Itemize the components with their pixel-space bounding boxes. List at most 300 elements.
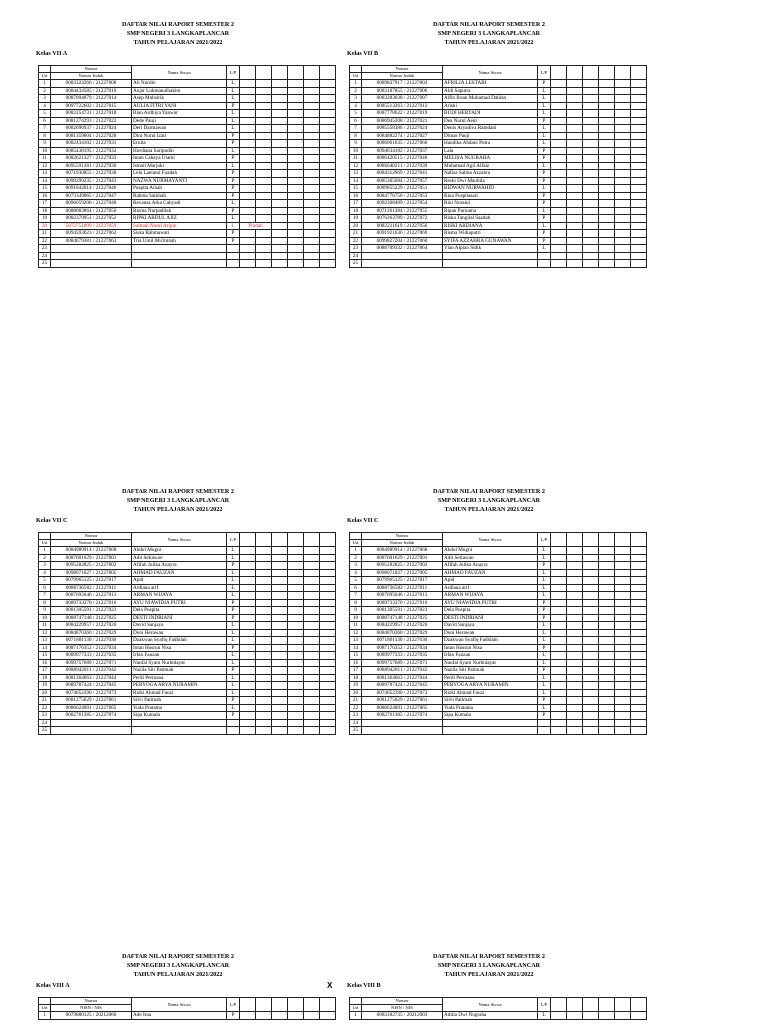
- row-number: 1: [39, 1012, 51, 1020]
- student-gender: L: [227, 95, 240, 103]
- grade-cell: [288, 644, 304, 652]
- grade-cell: [256, 215, 272, 223]
- sheet-year: TAHUN PELAJARAN 2021/2022: [444, 39, 534, 46]
- row-number: 4: [350, 569, 362, 577]
- table-row: [350, 682, 647, 690]
- student-name: Dede Pauji: [132, 117, 227, 125]
- student-id: 0085305084 / 21227057: [362, 177, 443, 185]
- grade-cell: [272, 87, 288, 95]
- grade-cell: [551, 260, 567, 268]
- grade-column: [567, 533, 583, 547]
- grade-cell: [256, 110, 272, 118]
- grade-cell: [256, 80, 272, 88]
- nomor-header: Nomor: [51, 66, 132, 73]
- grade-cell: [567, 674, 583, 682]
- grade-cell: [320, 170, 336, 178]
- grade-cell: [567, 592, 583, 600]
- grade-cell: [551, 682, 567, 690]
- student-id: 0088736582 / 21227011: [362, 584, 443, 592]
- student-gender: P: [538, 117, 551, 125]
- grade-cell: [288, 682, 304, 690]
- student-name: Adit Setiawan: [443, 554, 538, 562]
- grade-cell: [615, 614, 631, 622]
- student-gender: L: [538, 682, 551, 690]
- table-row: [39, 245, 336, 253]
- grade-cell: [304, 155, 320, 163]
- table-row: [350, 719, 647, 727]
- table-row: [350, 554, 647, 562]
- student-gender: L: [538, 110, 551, 118]
- student-name: [132, 260, 227, 268]
- grade-cell: [551, 102, 567, 110]
- grade-cell: [583, 652, 599, 660]
- sheet-title: DAFTAR NILAI RAPORT SEMESTER 2: [122, 488, 234, 495]
- grade-cell: [567, 599, 583, 607]
- row-number: 3: [350, 562, 362, 570]
- grade-cell: [320, 155, 336, 163]
- grade-cell: [631, 554, 647, 562]
- student-gender: L: [227, 547, 240, 555]
- grade-cell: [567, 87, 583, 95]
- grade-cell: [615, 1012, 631, 1020]
- grade-cell: [240, 230, 256, 238]
- student-name: Lela Laelatul Fuadah: [132, 170, 227, 178]
- table-row: [39, 712, 336, 720]
- grade-cell: [288, 260, 304, 268]
- student-id: 0089855229 / 21227051: [362, 185, 443, 193]
- grade-cell: [631, 719, 647, 727]
- grade-cell: [288, 697, 304, 705]
- student-id: [51, 727, 132, 735]
- student-id: 0086420515 / 21227040: [362, 155, 443, 163]
- grade-cell: [615, 599, 631, 607]
- student-gender: P: [538, 599, 551, 607]
- table-row: [350, 697, 647, 705]
- student-gender: L: [538, 125, 551, 133]
- student-name: Irfan Fauzan: [132, 652, 227, 660]
- grade-cell: [272, 140, 288, 148]
- row-number: 7: [350, 592, 362, 600]
- grade-cell: [583, 132, 599, 140]
- grade-cell: [551, 659, 567, 667]
- grade-cell: [567, 614, 583, 622]
- grade-cell: [583, 1012, 599, 1020]
- row-number: 25: [39, 260, 51, 268]
- student-gender: P: [227, 644, 240, 652]
- student-id: 5072751899 / 21227059: [51, 222, 132, 230]
- row-number: 19: [350, 215, 362, 223]
- student-name: MELISA NUGRAHA: [443, 155, 538, 163]
- grade-cell: [240, 562, 256, 570]
- row-number: 15: [350, 652, 362, 660]
- grade-cell: [256, 659, 272, 667]
- grade-cell: [551, 230, 567, 238]
- grade-cell: [599, 140, 615, 148]
- grade-cell: [272, 569, 288, 577]
- grade-cell: [551, 245, 567, 253]
- student-name: AHMAD FAUZAN: [132, 569, 227, 577]
- grade-cell: [288, 584, 304, 592]
- grade-cell: [583, 237, 599, 245]
- student-name: Deri Darmawan: [132, 125, 227, 133]
- grade-cell: [256, 599, 272, 607]
- row-number: 10: [39, 147, 51, 155]
- student-gender: L: [227, 637, 240, 645]
- row-number: 9: [350, 140, 362, 148]
- nomor-header: Nomor: [362, 998, 443, 1005]
- grade-cell: [288, 667, 304, 675]
- nis-header: Nomor Induk: [51, 540, 132, 547]
- sheet-title: DAFTAR NILAI RAPORT SEMESTER 2: [122, 953, 234, 960]
- grade-cell: [631, 260, 647, 268]
- grade-cell: [551, 125, 567, 133]
- row-number: 18: [350, 207, 362, 215]
- row-number: 10: [350, 147, 362, 155]
- grade-cell: [320, 562, 336, 570]
- grade-cell: [320, 719, 336, 727]
- row-number: 16: [39, 192, 51, 200]
- urt-header: Urt: [350, 1005, 362, 1012]
- grade-cell: [567, 95, 583, 103]
- grade-cell: [551, 185, 567, 193]
- nis-header: Nomor Induk: [362, 73, 443, 80]
- row-number: 23: [350, 245, 362, 253]
- grade-cell: [256, 547, 272, 555]
- sheet-year: TAHUN PELAJARAN 2021/2022: [133, 971, 223, 978]
- grade-cell: [631, 237, 647, 245]
- student-table: [38, 532, 336, 735]
- row-number: 16: [39, 659, 51, 667]
- status-note: Pindah: [240, 222, 272, 230]
- student-id: 0086061635 / 21227066: [362, 140, 443, 148]
- student-id: 0087695646 / 21227013: [51, 592, 132, 600]
- grade-cell: [304, 132, 320, 140]
- grade-cell: [615, 667, 631, 675]
- table-row: [350, 644, 647, 652]
- grade-cell: [631, 110, 647, 118]
- class-label: Kelas VII A: [36, 50, 68, 57]
- grade-cell: [320, 584, 336, 592]
- grade-cell: [272, 629, 288, 637]
- table-row: [350, 260, 647, 268]
- grade-cell: [256, 719, 272, 727]
- grade-cell: [631, 682, 647, 690]
- student-name: Abdul Mugni: [132, 547, 227, 555]
- row-number: 13: [350, 170, 362, 178]
- table-row: [350, 252, 647, 260]
- student-gender: P: [227, 207, 240, 215]
- grade-cell: [304, 644, 320, 652]
- grade-cell: [599, 607, 615, 615]
- page-marker: X: [327, 981, 333, 990]
- grade-cell: [288, 192, 304, 200]
- grade-cell: [583, 667, 599, 675]
- table-row: [39, 1012, 336, 1020]
- grade-cell: [320, 1012, 336, 1020]
- grade-cell: [583, 155, 599, 163]
- grade-cell: [256, 147, 272, 155]
- grade-cell: [615, 80, 631, 88]
- sheet-school: SMP NEGERI 3 LANGKAPLANCAR: [437, 962, 541, 969]
- grade-cell: [583, 222, 599, 230]
- table-row: [39, 667, 336, 675]
- grade-column: [304, 66, 320, 80]
- grade-cell: [583, 577, 599, 585]
- grade-cell: [615, 222, 631, 230]
- grade-cell: [304, 170, 320, 178]
- student-gender: P: [538, 712, 551, 720]
- row-number: 24: [350, 252, 362, 260]
- table-row: [39, 102, 336, 110]
- grade-cell: [272, 674, 288, 682]
- nis-header: Nomor Induk: [362, 540, 443, 547]
- student-gender: P: [227, 102, 240, 110]
- grade-cell: [551, 697, 567, 705]
- grade-cell: [631, 629, 647, 637]
- grade-cell: [288, 117, 304, 125]
- student-id: 0081275629 / 21227061: [51, 697, 132, 705]
- table-row: [350, 712, 647, 720]
- student-name: AYU NIAWIDIA PUTRI: [443, 599, 538, 607]
- class-label: Kelas VIII B: [347, 982, 381, 989]
- grade-cell: [599, 177, 615, 185]
- student-gender: L: [538, 577, 551, 585]
- table-row: [39, 592, 336, 600]
- grade-column: [583, 998, 599, 1012]
- grade-cell: [272, 110, 288, 118]
- grade-cell: [583, 674, 599, 682]
- table-row: [39, 689, 336, 697]
- grade-cell: [240, 637, 256, 645]
- student-name: Ernita: [132, 140, 227, 148]
- row-number: 23: [350, 712, 362, 720]
- row-number: 2: [350, 554, 362, 562]
- student-id: 0088942011 / 21227042: [51, 667, 132, 675]
- table-row: [39, 727, 336, 735]
- grade-cell: [272, 697, 288, 705]
- table-row: [350, 110, 647, 118]
- grade-cell: [304, 614, 320, 622]
- grade-cell: [272, 162, 288, 170]
- student-id: 0087778622 / 21227019: [362, 110, 443, 118]
- grade-cell: [551, 554, 567, 562]
- grade-cell: [272, 562, 288, 570]
- grade-cell: [615, 569, 631, 577]
- grade-column: [240, 533, 256, 547]
- row-number: 22: [350, 704, 362, 712]
- table-row: [39, 260, 336, 268]
- grade-cell: [272, 644, 288, 652]
- grade-cell: [256, 155, 272, 163]
- grade-cell: [240, 652, 256, 660]
- grade-cell: [256, 697, 272, 705]
- grade-cell: [583, 547, 599, 555]
- grade-cell: [615, 697, 631, 705]
- grade-cell: [583, 712, 599, 720]
- table-row: [39, 95, 336, 103]
- student-gender: L: [227, 87, 240, 95]
- student-id: 0083182735 / 20212003: [362, 1012, 443, 1020]
- student-name: ARMAN WIJAYA: [132, 592, 227, 600]
- table-row: [350, 95, 647, 103]
- header-row: [350, 998, 647, 1005]
- grade-cell: [583, 252, 599, 260]
- nomor-header: Nomor: [51, 533, 132, 540]
- grade-cell: [551, 674, 567, 682]
- grade-sheet-vii-a: [38, 20, 318, 268]
- grade-cell: [320, 629, 336, 637]
- grade-cell: [583, 629, 599, 637]
- grade-cell: [599, 659, 615, 667]
- student-id: 0081364663 / 21227044: [51, 674, 132, 682]
- grade-cell: [583, 125, 599, 133]
- grade-cell: [631, 252, 647, 260]
- grade-cell: [583, 584, 599, 592]
- student-id: 0083187855 / 21227006: [362, 87, 443, 95]
- table-row: [350, 704, 647, 712]
- grade-cell: [551, 629, 567, 637]
- row-number: 23: [39, 712, 51, 720]
- student-table: [349, 65, 647, 268]
- grade-cell: [615, 562, 631, 570]
- grade-column: [599, 998, 615, 1012]
- grade-cell: [567, 222, 583, 230]
- student-name: Ripan Purnama: [443, 207, 538, 215]
- class-label: Kelas VIII A: [36, 982, 70, 989]
- grade-cell: [320, 652, 336, 660]
- table-row: [350, 185, 647, 193]
- grade-cell: [583, 200, 599, 208]
- row-number: 6: [350, 117, 362, 125]
- nis-header: Nomor Induk: [51, 73, 132, 80]
- student-id: 0088736582 / 21227011: [51, 584, 132, 592]
- grade-cell: [615, 215, 631, 223]
- row-number: 13: [39, 170, 51, 178]
- row-number: 17: [350, 200, 362, 208]
- grade-cell: [551, 614, 567, 622]
- grade-cell: [599, 87, 615, 95]
- grade-cell: [567, 215, 583, 223]
- grade-cell: [304, 637, 320, 645]
- grade-cell: [567, 712, 583, 720]
- student-gender: P: [227, 607, 240, 615]
- student-gender: L: [227, 682, 240, 690]
- student-id: 0094634182 / 21227037: [362, 147, 443, 155]
- grade-cell: [599, 260, 615, 268]
- grade-cell: [272, 102, 288, 110]
- grade-cell: [615, 237, 631, 245]
- student-gender: [227, 260, 240, 268]
- grade-cell: [304, 245, 320, 253]
- student-name: [132, 245, 227, 253]
- grade-cell: [272, 222, 288, 230]
- grade-cell: [240, 659, 256, 667]
- grade-cell: [599, 569, 615, 577]
- student-name: Ariski: [443, 102, 538, 110]
- student-id: 0076263789 / 21227072: [362, 215, 443, 223]
- grade-cell: [551, 170, 567, 178]
- row-number: 20: [350, 222, 362, 230]
- student-gender: P: [538, 697, 551, 705]
- grade-cell: [583, 117, 599, 125]
- student-name: Hordiana Saripudin: [132, 147, 227, 155]
- grade-cell: [272, 547, 288, 555]
- grade-cell: [304, 547, 320, 555]
- sheet-year: TAHUN PELAJARAN 2021/2022: [133, 506, 223, 513]
- grade-cell: [615, 140, 631, 148]
- grade-cell: [567, 192, 583, 200]
- row-number: 21: [39, 230, 51, 238]
- grade-cell: [320, 689, 336, 697]
- student-gender: P: [538, 644, 551, 652]
- student-gender: P: [227, 614, 240, 622]
- grade-cell: [615, 554, 631, 562]
- table-row: [39, 704, 336, 712]
- grade-cell: [272, 117, 288, 125]
- grade-cell: [615, 125, 631, 133]
- grade-cell: [288, 1012, 304, 1020]
- student-id: 0095282825 / 21227002: [51, 562, 132, 570]
- grade-cell: [272, 712, 288, 720]
- grade-cell: [551, 1012, 567, 1020]
- student-gender: P: [538, 80, 551, 88]
- grade-cell: [599, 727, 615, 735]
- table-row: [39, 185, 336, 193]
- grade-cell: [551, 689, 567, 697]
- grade-cell: [551, 207, 567, 215]
- row-number: 18: [39, 674, 51, 682]
- grade-cell: [288, 95, 304, 103]
- grade-cell: [583, 622, 599, 630]
- grade-cell: [256, 704, 272, 712]
- student-id: 0081359604 / 21227028: [51, 132, 132, 140]
- student-id: 0097722602 / 21227015: [51, 102, 132, 110]
- student-gender: L: [227, 125, 240, 133]
- student-gender: L: [538, 95, 551, 103]
- student-gender: [227, 245, 240, 253]
- grade-cell: [599, 215, 615, 223]
- grade-cell: [567, 102, 583, 110]
- grade-cell: [551, 162, 567, 170]
- grade-cell: [304, 200, 320, 208]
- student-id: 0084434585 / 21227010: [51, 87, 132, 95]
- student-id: 0099299235 / 21227043: [51, 177, 132, 185]
- student-id: 0085558386 / 21227024: [362, 125, 443, 133]
- grade-cell: [567, 697, 583, 705]
- row-number: 19: [350, 682, 362, 690]
- grade-cell: [320, 554, 336, 562]
- grade-cell: [320, 674, 336, 682]
- student-id: 0084870360 / 21227029: [362, 629, 443, 637]
- grade-cell: [615, 577, 631, 585]
- student-gender: P: [538, 562, 551, 570]
- grade-cell: [256, 192, 272, 200]
- grade-cell: [631, 140, 647, 148]
- grade-cell: [240, 547, 256, 555]
- grade-cell: [631, 569, 647, 577]
- student-gender: L: [227, 200, 240, 208]
- grade-cell: [288, 637, 304, 645]
- grade-cell: [240, 102, 256, 110]
- grade-cell: [583, 192, 599, 200]
- table-row: [350, 200, 647, 208]
- grade-cell: [288, 245, 304, 253]
- grade-cell: [567, 155, 583, 163]
- grade-cell: [631, 674, 647, 682]
- grade-cell: [631, 170, 647, 178]
- grade-cell: [304, 102, 320, 110]
- student-name: Doni Herawan: [132, 629, 227, 637]
